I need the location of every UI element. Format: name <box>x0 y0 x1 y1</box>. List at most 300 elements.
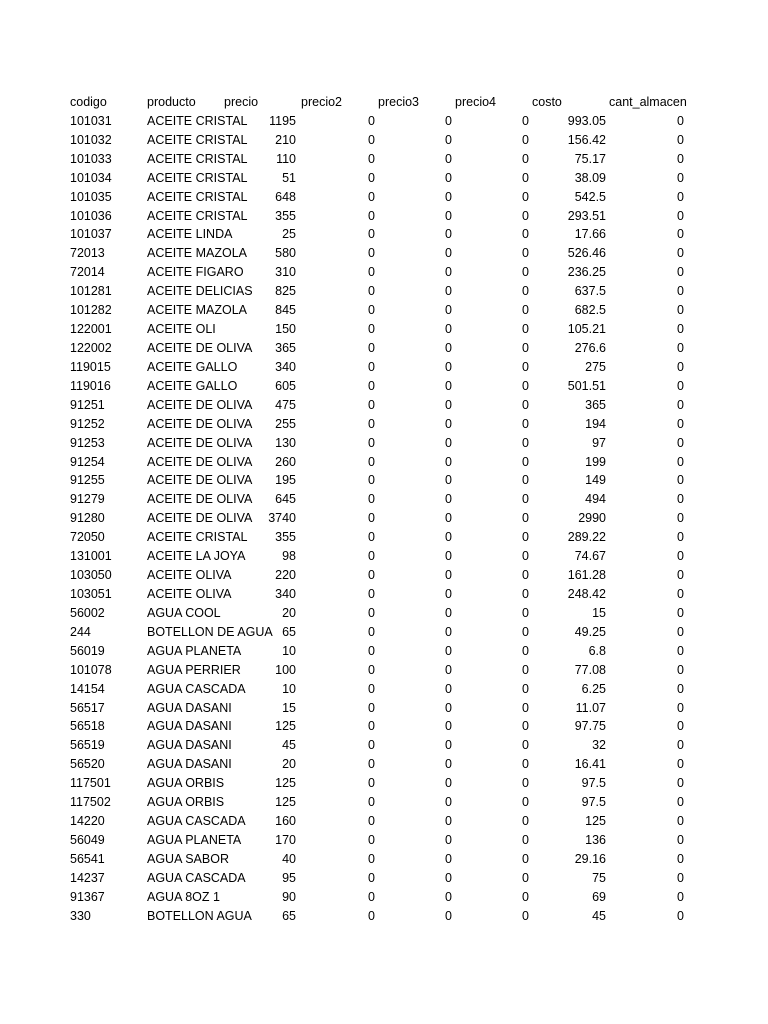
cell-precio2: 0 <box>368 322 375 337</box>
table-row <box>70 793 684 812</box>
cell-costo: 6.25 <box>581 681 606 696</box>
cell-cant-almacen: 0 <box>677 568 684 583</box>
cell-producto: ACEITE CRISTAL <box>147 530 248 545</box>
cell-precio4: 0 <box>522 870 529 885</box>
cell-precio3: 0 <box>445 908 452 923</box>
cell-producto: ACEITE OLI <box>147 322 216 337</box>
cell-costo: 276.6 <box>574 340 606 355</box>
cell-costo: 49.25 <box>574 624 606 639</box>
cell-precio3: 0 <box>445 208 452 223</box>
cell-precio2: 0 <box>368 132 375 147</box>
cell-cant-almacen: 0 <box>677 170 684 185</box>
cell-costo: 2990 <box>578 511 606 526</box>
cell-precio2: 0 <box>368 605 375 620</box>
cell-precio2: 0 <box>368 549 375 564</box>
cell-costo: 97.5 <box>581 795 606 810</box>
cell-precio: 365 <box>275 340 296 355</box>
cell-cant-almacen: 0 <box>677 189 684 204</box>
cell-precio3: 0 <box>445 511 452 526</box>
cell-precio4: 0 <box>522 189 529 204</box>
cell-producto: AGUA SABOR <box>147 851 229 866</box>
cell-precio: 10 <box>282 681 296 696</box>
cell-precio4: 0 <box>522 227 529 242</box>
cell-precio3: 0 <box>445 757 452 772</box>
table-row <box>70 150 684 169</box>
cell-codigo: 56518 <box>70 719 105 734</box>
cell-precio3: 0 <box>445 246 452 261</box>
cell-cant-almacen: 0 <box>677 340 684 355</box>
cell-precio3: 0 <box>445 227 452 242</box>
cell-precio2: 0 <box>368 359 375 374</box>
cell-producto: ACEITE CRISTAL <box>147 113 248 128</box>
cell-cant-almacen: 0 <box>677 889 684 904</box>
cell-precio: 51 <box>282 170 296 185</box>
cell-precio3: 0 <box>445 889 452 904</box>
table-row <box>70 585 684 604</box>
cell-precio2: 0 <box>368 662 375 677</box>
cell-precio: 340 <box>275 359 296 374</box>
cell-codigo: 101037 <box>70 227 112 242</box>
cell-precio2: 0 <box>368 284 375 299</box>
table-row <box>70 812 684 831</box>
cell-cant-almacen: 0 <box>677 151 684 166</box>
table-row <box>70 358 684 377</box>
cell-costo: 275 <box>585 359 606 374</box>
cell-costo: 6.8 <box>588 643 606 658</box>
cell-cant-almacen: 0 <box>677 435 684 450</box>
table-row <box>70 717 684 736</box>
cell-producto: ACEITE MAZOLA <box>147 303 248 318</box>
cell-cant-almacen: 0 <box>677 227 684 242</box>
cell-precio: 355 <box>275 208 296 223</box>
cell-precio3: 0 <box>445 132 452 147</box>
cell-precio4: 0 <box>522 322 529 337</box>
cell-codigo: 101281 <box>70 284 112 299</box>
cell-precio2: 0 <box>368 832 375 847</box>
cell-precio4: 0 <box>522 113 529 128</box>
cell-codigo: 101033 <box>70 151 112 166</box>
cell-precio: 340 <box>275 586 296 601</box>
cell-precio4: 0 <box>522 511 529 526</box>
cell-codigo: 14237 <box>70 870 105 885</box>
cell-producto: ACEITE CRISTAL <box>147 208 248 223</box>
cell-producto: ACEITE LA JOYA <box>147 549 246 564</box>
cell-codigo: 91254 <box>70 454 105 469</box>
cell-precio2: 0 <box>368 189 375 204</box>
cell-precio4: 0 <box>522 530 529 545</box>
table-row <box>70 699 684 718</box>
cell-producto: AGUA COOL <box>147 605 221 620</box>
cell-costo: 161.28 <box>567 568 606 583</box>
cell-precio: 20 <box>282 757 296 772</box>
cell-cant-almacen: 0 <box>677 776 684 791</box>
cell-precio3: 0 <box>445 530 452 545</box>
cell-codigo: 72013 <box>70 246 105 261</box>
cell-producto: AGUA 8OZ 1 <box>147 889 220 904</box>
cell-precio3: 0 <box>445 265 452 280</box>
cell-precio2: 0 <box>368 624 375 639</box>
cell-precio2: 0 <box>368 416 375 431</box>
cell-precio4: 0 <box>522 492 529 507</box>
cell-codigo: 72014 <box>70 265 105 280</box>
cell-precio4: 0 <box>522 624 529 639</box>
cell-precio2: 0 <box>368 227 375 242</box>
cell-cant-almacen: 0 <box>677 681 684 696</box>
table-row <box>70 169 684 188</box>
table-row <box>70 736 684 755</box>
cell-precio3: 0 <box>445 189 452 204</box>
cell-costo: 17.66 <box>574 227 606 242</box>
cell-precio2: 0 <box>368 681 375 696</box>
table-row <box>70 831 684 850</box>
cell-producto: AGUA ORBIS <box>147 795 225 810</box>
cell-codigo: 330 <box>70 908 91 923</box>
cell-precio: 95 <box>282 870 296 885</box>
cell-precio4: 0 <box>522 359 529 374</box>
table-row <box>70 850 684 869</box>
table-row <box>70 528 684 547</box>
cell-precio2: 0 <box>368 208 375 223</box>
cell-producto: ACEITE DE OLIVA <box>147 492 253 507</box>
cell-costo: 501.51 <box>567 378 606 393</box>
cell-producto: ACEITE OLIVA <box>147 568 232 583</box>
header-row <box>70 93 687 112</box>
cell-precio: 90 <box>282 889 296 904</box>
cell-codigo: 101032 <box>70 132 112 147</box>
cell-codigo: 91252 <box>70 416 105 431</box>
cell-costo: 125 <box>585 814 606 829</box>
cell-precio2: 0 <box>368 851 375 866</box>
cell-precio2: 0 <box>368 643 375 658</box>
cell-precio3: 0 <box>445 359 452 374</box>
cell-codigo: 56019 <box>70 643 105 658</box>
cell-codigo: 56520 <box>70 757 105 772</box>
cell-codigo: 101031 <box>70 113 112 128</box>
cell-precio: 1195 <box>269 113 296 128</box>
cell-costo: 97.75 <box>574 719 606 734</box>
cell-precio: 25 <box>282 227 296 242</box>
cell-precio: 580 <box>275 246 296 261</box>
cell-costo: 248.42 <box>567 586 606 601</box>
cell-precio4: 0 <box>522 814 529 829</box>
cell-precio2: 0 <box>368 908 375 923</box>
cell-producto: ACEITE GALLO <box>147 359 238 374</box>
cell-producto: ACEITE CRISTAL <box>147 170 248 185</box>
cell-precio2: 0 <box>368 492 375 507</box>
cell-precio: 20 <box>282 605 296 620</box>
cell-precio4: 0 <box>522 473 529 488</box>
cell-precio3: 0 <box>445 870 452 885</box>
cell-precio: 210 <box>275 132 296 147</box>
cell-precio4: 0 <box>522 454 529 469</box>
cell-precio4: 0 <box>522 265 529 280</box>
cell-costo: 15 <box>592 605 606 620</box>
cell-costo: 38.09 <box>574 170 606 185</box>
cell-cant-almacen: 0 <box>677 757 684 772</box>
table-row <box>70 907 684 926</box>
table-row <box>70 377 684 396</box>
cell-precio: 65 <box>282 624 296 639</box>
cell-codigo: 119015 <box>70 359 111 374</box>
cell-precio2: 0 <box>368 397 375 412</box>
cell-precio4: 0 <box>522 700 529 715</box>
cell-precio4: 0 <box>522 132 529 147</box>
table-row <box>70 207 684 226</box>
cell-precio2: 0 <box>368 795 375 810</box>
cell-precio3: 0 <box>445 719 452 734</box>
cell-costo: 542.5 <box>574 189 606 204</box>
cell-precio: 170 <box>275 832 296 847</box>
cell-precio3: 0 <box>445 681 452 696</box>
cell-cant-almacen: 0 <box>677 605 684 620</box>
cell-precio2: 0 <box>368 719 375 734</box>
cell-cant-almacen: 0 <box>677 378 684 393</box>
cell-precio: 100 <box>275 662 296 677</box>
cell-precio3: 0 <box>445 776 452 791</box>
cell-precio2: 0 <box>368 454 375 469</box>
cell-precio: 845 <box>275 303 296 318</box>
cell-producto: AGUA ORBIS <box>147 776 225 791</box>
cell-precio: 260 <box>275 454 296 469</box>
cell-precio2: 0 <box>368 511 375 526</box>
cell-costo: 75 <box>592 870 606 885</box>
cell-codigo: 56002 <box>70 605 105 620</box>
cell-precio3: 0 <box>445 624 452 639</box>
table-row <box>70 339 684 358</box>
cell-precio2: 0 <box>368 378 375 393</box>
cell-codigo: 101035 <box>70 189 112 204</box>
table-row <box>70 642 684 661</box>
cell-producto: ACEITE DE OLIVA <box>147 397 253 412</box>
cell-codigo: 131001 <box>70 549 112 564</box>
cell-cant-almacen: 0 <box>677 511 684 526</box>
table-row <box>70 661 684 680</box>
cell-codigo: 119016 <box>70 378 111 393</box>
cell-producto: ACEITE CRISTAL <box>147 132 248 147</box>
cell-producto: ACEITE CRISTAL <box>147 189 248 204</box>
cell-precio3: 0 <box>445 416 452 431</box>
cell-precio3: 0 <box>445 113 452 128</box>
column-header-cant-almacen: cant_almacen <box>609 95 687 109</box>
cell-precio: 475 <box>275 397 296 412</box>
cell-cant-almacen: 0 <box>677 208 684 223</box>
cell-precio4: 0 <box>522 170 529 185</box>
column-header-precio3: precio3 <box>378 95 419 109</box>
cell-cant-almacen: 0 <box>677 586 684 601</box>
cell-cant-almacen: 0 <box>677 832 684 847</box>
cell-costo: 29.16 <box>574 851 606 866</box>
cell-precio2: 0 <box>368 113 375 128</box>
table-row <box>70 888 684 907</box>
cell-producto: AGUA DASANI <box>147 719 232 734</box>
cell-precio4: 0 <box>522 397 529 412</box>
cell-precio4: 0 <box>522 303 529 318</box>
table-row <box>70 774 684 793</box>
cell-costo: 194 <box>585 416 606 431</box>
cell-costo: 69 <box>592 889 606 904</box>
cell-codigo: 101282 <box>70 303 112 318</box>
table-row <box>70 415 684 434</box>
cell-precio2: 0 <box>368 586 375 601</box>
cell-precio: 125 <box>275 719 296 734</box>
spreadsheet-table <box>70 93 687 926</box>
cell-precio4: 0 <box>522 681 529 696</box>
cell-precio3: 0 <box>445 397 452 412</box>
cell-precio4: 0 <box>522 889 529 904</box>
cell-precio: 125 <box>275 795 296 810</box>
cell-producto: AGUA PERRIER <box>147 662 241 677</box>
cell-precio3: 0 <box>445 322 452 337</box>
cell-costo: 105.21 <box>567 322 606 337</box>
cell-cant-almacen: 0 <box>677 851 684 866</box>
cell-precio3: 0 <box>445 303 452 318</box>
cell-precio3: 0 <box>445 700 452 715</box>
cell-precio2: 0 <box>368 265 375 280</box>
table-row <box>70 320 684 339</box>
table-row <box>70 623 684 642</box>
cell-costo: 526.46 <box>567 246 606 261</box>
cell-cant-almacen: 0 <box>677 113 684 128</box>
table-row <box>70 396 684 415</box>
cell-costo: 682.5 <box>574 303 606 318</box>
cell-precio4: 0 <box>522 605 529 620</box>
cell-costo: 149 <box>585 473 606 488</box>
cell-codigo: 56049 <box>70 832 105 847</box>
cell-precio3: 0 <box>445 340 452 355</box>
cell-precio3: 0 <box>445 738 452 753</box>
cell-cant-almacen: 0 <box>677 473 684 488</box>
table-row <box>70 131 684 150</box>
cell-producto: ACEITE DE OLIVA <box>147 511 253 526</box>
cell-precio4: 0 <box>522 568 529 583</box>
cell-costo: 993.05 <box>567 113 606 128</box>
cell-precio3: 0 <box>445 662 452 677</box>
cell-precio: 110 <box>276 151 296 166</box>
cell-codigo: 122002 <box>70 340 112 355</box>
cell-precio3: 0 <box>445 435 452 450</box>
cell-producto: ACEITE DE OLIVA <box>147 473 253 488</box>
column-header-precio: precio <box>224 95 259 109</box>
cell-producto: ACEITE LINDA <box>147 227 233 242</box>
cell-precio: 40 <box>282 851 296 866</box>
table-row <box>70 263 684 282</box>
cell-precio3: 0 <box>445 643 452 658</box>
cell-cant-almacen: 0 <box>677 662 684 677</box>
cell-precio: 645 <box>275 492 296 507</box>
cell-codigo: 56517 <box>70 700 105 715</box>
cell-precio3: 0 <box>445 284 452 299</box>
table-row <box>70 547 684 566</box>
cell-producto: ACEITE CRISTAL <box>147 151 248 166</box>
cell-precio4: 0 <box>522 435 529 450</box>
cell-cant-almacen: 0 <box>677 397 684 412</box>
cell-precio: 15 <box>282 700 296 715</box>
cell-precio: 825 <box>275 284 296 299</box>
cell-cant-almacen: 0 <box>677 492 684 507</box>
cell-codigo: 122001 <box>70 322 112 337</box>
cell-costo: 75.17 <box>574 151 606 166</box>
cell-precio2: 0 <box>368 340 375 355</box>
cell-producto: ACEITE OLIVA <box>147 586 232 601</box>
cell-precio2: 0 <box>368 303 375 318</box>
cell-costo: 16.41 <box>574 757 606 772</box>
cell-precio3: 0 <box>445 832 452 847</box>
cell-precio2: 0 <box>368 738 375 753</box>
cell-codigo: 91255 <box>70 473 105 488</box>
cell-precio3: 0 <box>445 795 452 810</box>
cell-costo: 11.07 <box>575 700 606 715</box>
cell-precio4: 0 <box>522 549 529 564</box>
cell-codigo: 117501 <box>70 776 111 791</box>
cell-precio4: 0 <box>522 908 529 923</box>
table-row <box>70 869 684 888</box>
cell-precio: 220 <box>275 568 296 583</box>
cell-precio3: 0 <box>445 473 452 488</box>
table-row <box>70 680 684 699</box>
cell-costo: 293.51 <box>567 208 606 223</box>
column-header-precio4: precio4 <box>455 95 496 109</box>
cell-costo: 637.5 <box>574 284 606 299</box>
cell-cant-almacen: 0 <box>677 908 684 923</box>
cell-precio3: 0 <box>445 568 452 583</box>
cell-precio2: 0 <box>368 473 375 488</box>
cell-cant-almacen: 0 <box>677 284 684 299</box>
cell-costo: 236.25 <box>567 265 606 280</box>
cell-precio4: 0 <box>522 208 529 223</box>
cell-precio4: 0 <box>522 151 529 166</box>
column-header-codigo: codigo <box>70 95 107 109</box>
cell-precio: 310 <box>275 265 296 280</box>
cell-codigo: 91251 <box>70 397 105 412</box>
cell-cant-almacen: 0 <box>677 132 684 147</box>
cell-cant-almacen: 0 <box>677 359 684 374</box>
cell-precio4: 0 <box>522 416 529 431</box>
cell-precio: 98 <box>282 549 296 564</box>
cell-codigo: 91367 <box>70 889 105 904</box>
cell-precio2: 0 <box>368 889 375 904</box>
cell-precio4: 0 <box>522 795 529 810</box>
cell-precio4: 0 <box>522 284 529 299</box>
cell-producto: ACEITE GALLO <box>147 378 238 393</box>
table-row <box>70 509 684 528</box>
cell-costo: 45 <box>592 908 606 923</box>
cell-codigo: 56541 <box>70 851 105 866</box>
cell-producto: ACEITE DE OLIVA <box>147 454 253 469</box>
cell-precio4: 0 <box>522 851 529 866</box>
cell-precio3: 0 <box>445 586 452 601</box>
cell-precio2: 0 <box>368 776 375 791</box>
cell-codigo: 72050 <box>70 530 105 545</box>
cell-producto: AGUA DASANI <box>147 700 232 715</box>
table-row <box>70 434 684 453</box>
cell-precio: 605 <box>275 378 296 393</box>
cell-precio: 355 <box>275 530 296 545</box>
table-row <box>70 604 684 623</box>
cell-codigo: 14154 <box>70 681 105 696</box>
cell-precio3: 0 <box>445 378 452 393</box>
cell-codigo: 101034 <box>70 170 112 185</box>
cell-codigo: 56519 <box>70 738 105 753</box>
cell-costo: 136 <box>585 832 606 847</box>
cell-cant-almacen: 0 <box>677 814 684 829</box>
cell-codigo: 103051 <box>70 586 112 601</box>
cell-precio2: 0 <box>368 435 375 450</box>
cell-cant-almacen: 0 <box>677 795 684 810</box>
column-header-costo: costo <box>532 95 562 109</box>
cell-precio4: 0 <box>522 643 529 658</box>
cell-precio: 648 <box>275 189 296 204</box>
cell-precio4: 0 <box>522 738 529 753</box>
